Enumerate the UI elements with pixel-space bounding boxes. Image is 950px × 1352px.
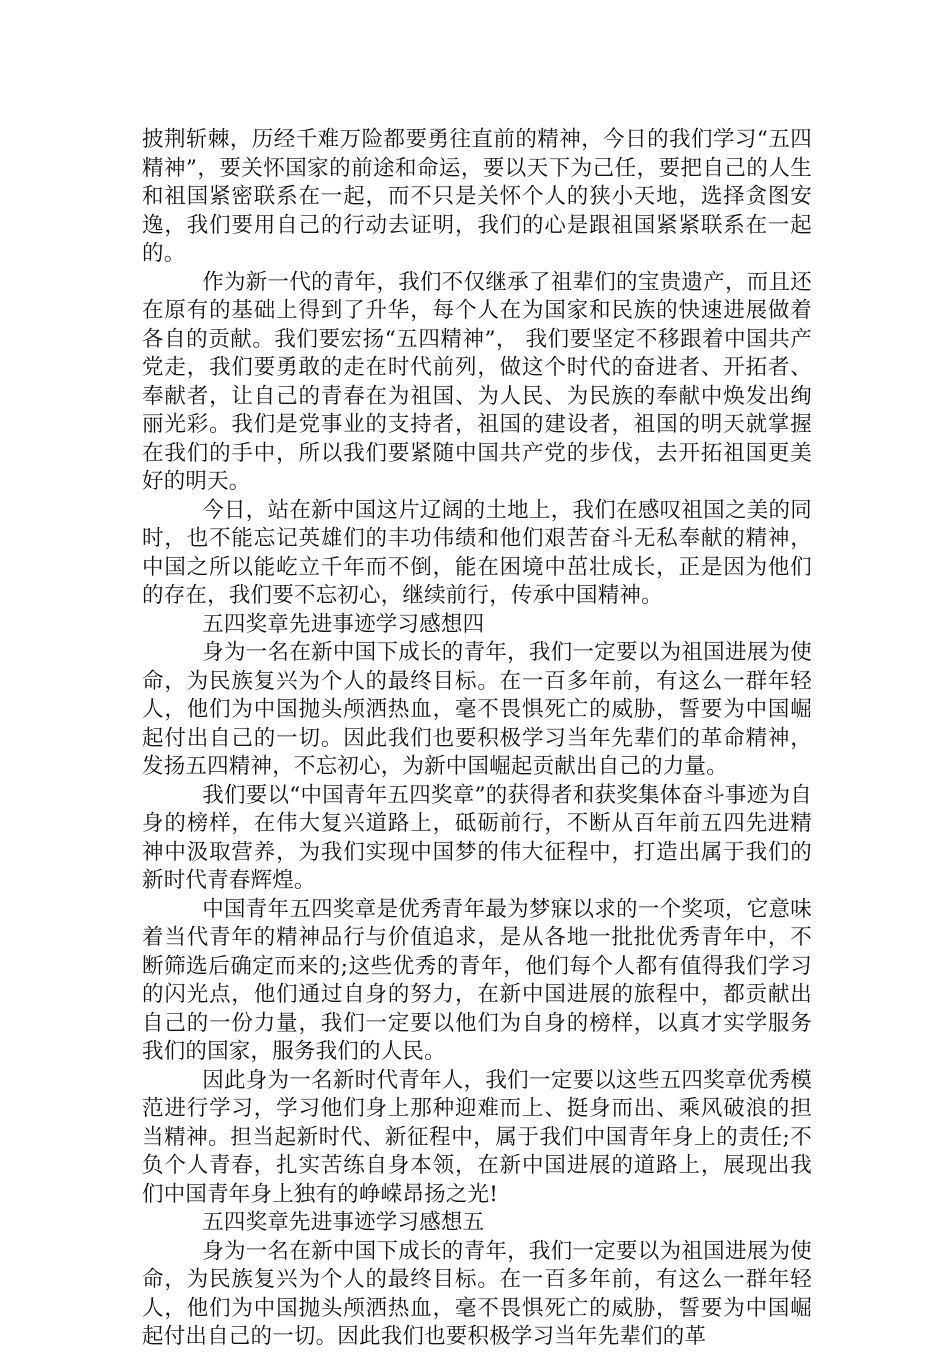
paragraph-5: 身为一名在新中国下成长的青年，我们一定要以为祖国进展为使命，为民族复兴为个人的最终目标。在一百多年前，有这么一群年轻人，他们为中国抛头颅洒热血，毫不畏惧死亡的威胁，誓要为中国崛起付出自己的一切。因此我们也要积极学习当年先辈们的革命精神，发扬五四精神，不忘初心，为新中国崛起贡献出自己的力量。 [142,640,812,779]
paragraph-3: 今日，站在新中国这片辽阔的土地上，我们在感叹祖国之美的同时，也不能忘记英雄们的丰功伟绩和他们艰苦奋斗无私奉献的精神，中国之所以能屹立千年而不倒，能在困境中茁壮成长，正是因为他们的存在，我们要不忘初心，继续前行，传承中国精神。 [142,497,812,608]
paragraph-2: 作为新一代的青年，我们不仅继承了祖辈们的宝贵遗产，而且还在原有的基础上得到了升华，每个人在为国家和民族的快速进展做着各自的贡献。我们要宏扬“五四精神”， 我们要坚定不移跟着中国共产党走，我们要勇敢的走在时代前列，做这个时代的奋进者、开拓者、奉献者，让自己的青春在为祖国、为人民、为民族的奉献中焕发出绚丽光彩。我们是党事业的支持者，祖国的建设者，祖国的明天就掌握在我们的手中，所以我们要紧随中国共产党的步伐，去开拓祖国更美好的明天。 [142,269,812,494]
section-heading-4: 五四奖章先进事迹学习感想四 [202,611,485,637]
document-body [142,126,812,1352]
paragraph-7: 中国青年五四奖章是优秀青年最为梦寐以求的一个奖项，它意味着当代青年的精神品行与价值追求，是从各地一批批优秀青年中，不断筛选后确定而来的;这些优秀的青年，他们每个人都有值得我们学习的闪光点，他们通过自身的努力，在新中国进展的旅程中，都贡献出自己的一份力量，我们一定要以他们为自身的榜样，以真才实学服务我们的国家，服务我们的人民。 [142,896,812,1064]
paragraph-8: 因此身为一名新时代青年人，我们一定要以这些五四奖章优秀模范进行学习，学习他们身上那种迎难而上、挺身而出、乘风破浪的担当精神。担当起新时代、新征程中，属于我们中国青年身上的责任;不负个人青春，扎实苦练自身本领，在新中国进展的道路上，展现出我们中国青年身上独有的峥嵘昂扬之光! [142,1067,812,1207]
section-heading-5: 五四奖章先进事迹学习感想五 [202,1210,485,1235]
paragraph-10: 身为一名在新中国下成长的青年，我们一定要以为祖国进展为使命，为民族复兴为个人的最终目标。在一百多年前，有这么一群年轻人，他们为中国抛头颅洒热血，毫不畏惧死亡的威胁，誓要为中国崛起付出自己的一切。因此我们也要积极学习当年先辈们的革 [142,1238,812,1349]
paragraph-1: 披荆斩棘，历经千难万险都要勇往直前的精神，今日的我们学习“五四精神”，要关怀国家的前途和命运，要以天下为己任，要把自己的人生和祖国紧密联系在一起，而不只是关怀个人的狭小天地，选择贪图安逸，我们要用自己的行动去证明，我们的心是跟祖国紧紧联系在一起的。 [142,127,812,266]
paragraph-6: 我们要以“中国青年五四奖章”的获得者和获奖集体奋斗事迹为自身的榜样，在伟大复兴道路上，砥砺前行，不断从百年前五四先进精神中汲取营养，为我们实现中国梦的伟大征程中，打造出属于我们的新时代青春辉煌。 [142,782,812,893]
